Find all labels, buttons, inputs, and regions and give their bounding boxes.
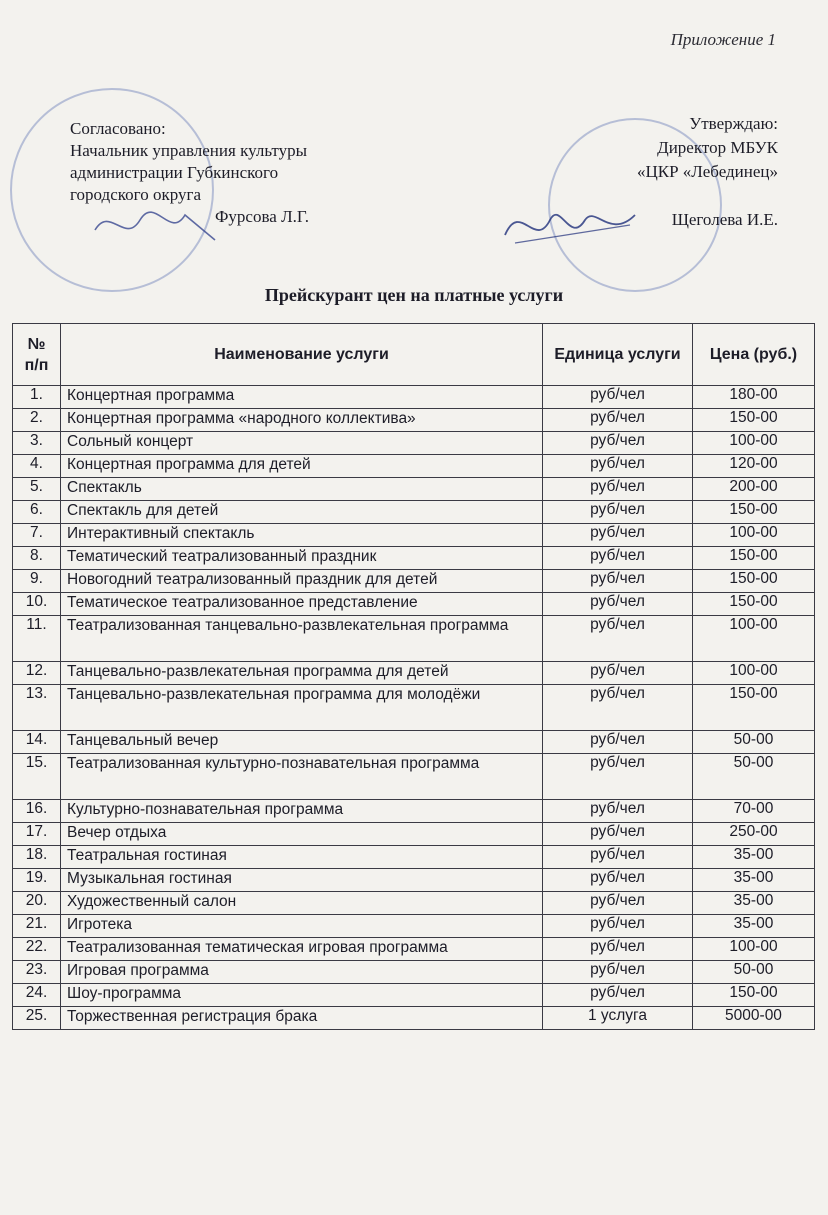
row-service-name: Новогодний театрализованный праздник для детей	[61, 570, 543, 593]
approval-right-block	[637, 112, 778, 232]
row-service-name: Вечер отдыха	[61, 823, 543, 846]
approval-left-heading: Согласовано:	[70, 119, 166, 138]
row-num: 22.	[13, 938, 61, 961]
approval-left-position-3: городского округа	[70, 185, 202, 204]
row-num: 5.	[13, 478, 61, 501]
table-row	[13, 754, 815, 800]
header-price: Цена (руб.)	[693, 324, 815, 386]
row-num: 2.	[13, 409, 61, 432]
row-service-name: Танцевальный вечер	[61, 731, 543, 754]
table-row	[13, 386, 815, 409]
row-num: 17.	[13, 823, 61, 846]
row-num: 11.	[13, 616, 61, 662]
row-num: 20.	[13, 892, 61, 915]
row-num: 3.	[13, 432, 61, 455]
table-row	[13, 984, 815, 1007]
header-unit: Единица услуги	[543, 324, 693, 386]
row-price: 200-00	[693, 478, 815, 501]
table-row	[13, 501, 815, 524]
row-num: 6.	[13, 501, 61, 524]
row-service-name: Театральная гостиная	[61, 846, 543, 869]
row-service-name: Танцевально-развлекательная программа для детей	[61, 662, 543, 685]
table-row	[13, 662, 815, 685]
row-price: 100-00	[693, 524, 815, 547]
table-row	[13, 409, 815, 432]
row-service-name: Тематический театрализованный праздник	[61, 547, 543, 570]
row-service-name: Культурно-познавательная программа	[61, 800, 543, 823]
row-price: 100-00	[693, 616, 815, 662]
row-num: 4.	[13, 455, 61, 478]
row-unit: руб/чел	[543, 915, 693, 938]
row-num: 14.	[13, 731, 61, 754]
row-price: 5000-00	[693, 1007, 815, 1030]
row-price: 150-00	[693, 409, 815, 432]
row-unit: руб/чел	[543, 938, 693, 961]
table-row	[13, 892, 815, 915]
approval-left-position: Начальник управления культуры	[70, 141, 308, 160]
row-unit: руб/чел	[543, 662, 693, 685]
row-service-name: Концертная программа «народного коллектива»	[61, 409, 543, 432]
approval-right-position: Директор МБУК	[657, 138, 778, 157]
row-service-name: Театрализованная культурно-познавательная программа	[61, 754, 543, 800]
price-list-table	[12, 323, 815, 1030]
row-service-name: Концертная программа	[61, 386, 543, 409]
table-row	[13, 800, 815, 823]
approval-left-position-2: администрации Губкинского	[70, 163, 279, 182]
row-service-name: Интерактивный спектакль	[61, 524, 543, 547]
row-num: 16.	[13, 800, 61, 823]
row-unit: руб/чел	[543, 800, 693, 823]
row-unit: руб/чел	[543, 892, 693, 915]
row-num: 8.	[13, 547, 61, 570]
table-row	[13, 685, 815, 731]
row-num: 9.	[13, 570, 61, 593]
row-unit: руб/чел	[543, 869, 693, 892]
table-row	[13, 938, 815, 961]
approval-right-signatory: Щеголева И.Е.	[671, 210, 778, 229]
row-num: 12.	[13, 662, 61, 685]
row-price: 35-00	[693, 892, 815, 915]
row-service-name: Игротека	[61, 915, 543, 938]
table-row	[13, 570, 815, 593]
row-service-name: Музыкальная гостиная	[61, 869, 543, 892]
approval-right-organization: «ЦКР «Лебединец»	[636, 162, 778, 181]
row-price: 35-00	[693, 915, 815, 938]
row-unit: руб/чел	[543, 478, 693, 501]
table-row	[13, 455, 815, 478]
row-service-name: Спектакль	[61, 478, 543, 501]
row-num: 10.	[13, 593, 61, 616]
row-service-name: Сольный концерт	[61, 432, 543, 455]
row-service-name: Концертная программа для детей	[61, 455, 543, 478]
table-row	[13, 547, 815, 570]
row-service-name: Тематическое театрализованное представление	[61, 593, 543, 616]
row-num: 13.	[13, 685, 61, 731]
row-service-name: Игровая программа	[61, 961, 543, 984]
row-price: 35-00	[693, 869, 815, 892]
row-unit: руб/чел	[543, 616, 693, 662]
row-unit: руб/чел	[543, 731, 693, 754]
row-price: 100-00	[693, 662, 815, 685]
row-unit: руб/чел	[543, 547, 693, 570]
table-row	[13, 1007, 815, 1030]
table-row	[13, 823, 815, 846]
row-price: 180-00	[693, 386, 815, 409]
row-price: 50-00	[693, 961, 815, 984]
row-service-name: Театрализованная тематическая игровая программа	[61, 938, 543, 961]
row-unit: руб/чел	[543, 455, 693, 478]
row-price: 100-00	[693, 938, 815, 961]
row-num: 1.	[13, 386, 61, 409]
row-unit: руб/чел	[543, 386, 693, 409]
row-service-name: Спектакль для детей	[61, 501, 543, 524]
row-price: 150-00	[693, 984, 815, 1007]
row-unit: руб/чел	[543, 984, 693, 1007]
table-row	[13, 869, 815, 892]
row-price: 100-00	[693, 432, 815, 455]
row-num: 7.	[13, 524, 61, 547]
row-unit: руб/чел	[543, 593, 693, 616]
row-service-name: Художественный салон	[61, 892, 543, 915]
row-service-name: Танцевально-развлекательная программа для молодёжи	[61, 685, 543, 731]
row-price: 150-00	[693, 547, 815, 570]
row-num: 25.	[13, 1007, 61, 1030]
row-price: 150-00	[693, 501, 815, 524]
row-price: 35-00	[693, 846, 815, 869]
header-name: Наименование услуги	[61, 324, 543, 386]
table-row	[13, 478, 815, 501]
row-num: 18.	[13, 846, 61, 869]
row-price: 70-00	[693, 800, 815, 823]
appendix-label: Приложение 1	[670, 30, 776, 49]
row-price: 120-00	[693, 455, 815, 478]
table-row	[13, 846, 815, 869]
row-unit: 1 услуга	[543, 1007, 693, 1030]
approval-right-heading: Утверждаю:	[689, 114, 778, 133]
row-unit: руб/чел	[543, 754, 693, 800]
header-num: № п/п	[13, 324, 61, 386]
table-row	[13, 731, 815, 754]
row-service-name: Театрализованная танцевально-развлекательная программа	[61, 616, 543, 662]
approval-left-signatory: Фурсова Л.Г.	[215, 207, 310, 226]
row-num: 23.	[13, 961, 61, 984]
row-unit: руб/чел	[543, 501, 693, 524]
row-unit: руб/чел	[543, 432, 693, 455]
row-unit: руб/чел	[543, 685, 693, 731]
row-num: 24.	[13, 984, 61, 1007]
table-header-row	[13, 324, 815, 386]
row-price: 50-00	[693, 731, 815, 754]
table-row	[13, 915, 815, 938]
row-unit: руб/чел	[543, 524, 693, 547]
table-row	[13, 616, 815, 662]
row-service-name: Шоу-программа	[61, 984, 543, 1007]
row-num: 19.	[13, 869, 61, 892]
document-title: Прейскурант цен на платные услуги	[264, 285, 564, 305]
approval-left-block	[70, 118, 309, 228]
row-num: 21.	[13, 915, 61, 938]
row-service-name: Торжественная регистрация брака	[61, 1007, 543, 1030]
row-price: 50-00	[693, 754, 815, 800]
row-unit: руб/чел	[543, 961, 693, 984]
row-num: 15.	[13, 754, 61, 800]
row-unit: руб/чел	[543, 823, 693, 846]
row-unit: руб/чел	[543, 409, 693, 432]
row-price: 150-00	[693, 593, 815, 616]
table-row	[13, 593, 815, 616]
row-unit: руб/чел	[543, 846, 693, 869]
row-price: 250-00	[693, 823, 815, 846]
table-row	[13, 524, 815, 547]
table-row	[13, 432, 815, 455]
row-price: 150-00	[693, 570, 815, 593]
table-row	[13, 961, 815, 984]
row-unit: руб/чел	[543, 570, 693, 593]
row-price: 150-00	[693, 685, 815, 731]
